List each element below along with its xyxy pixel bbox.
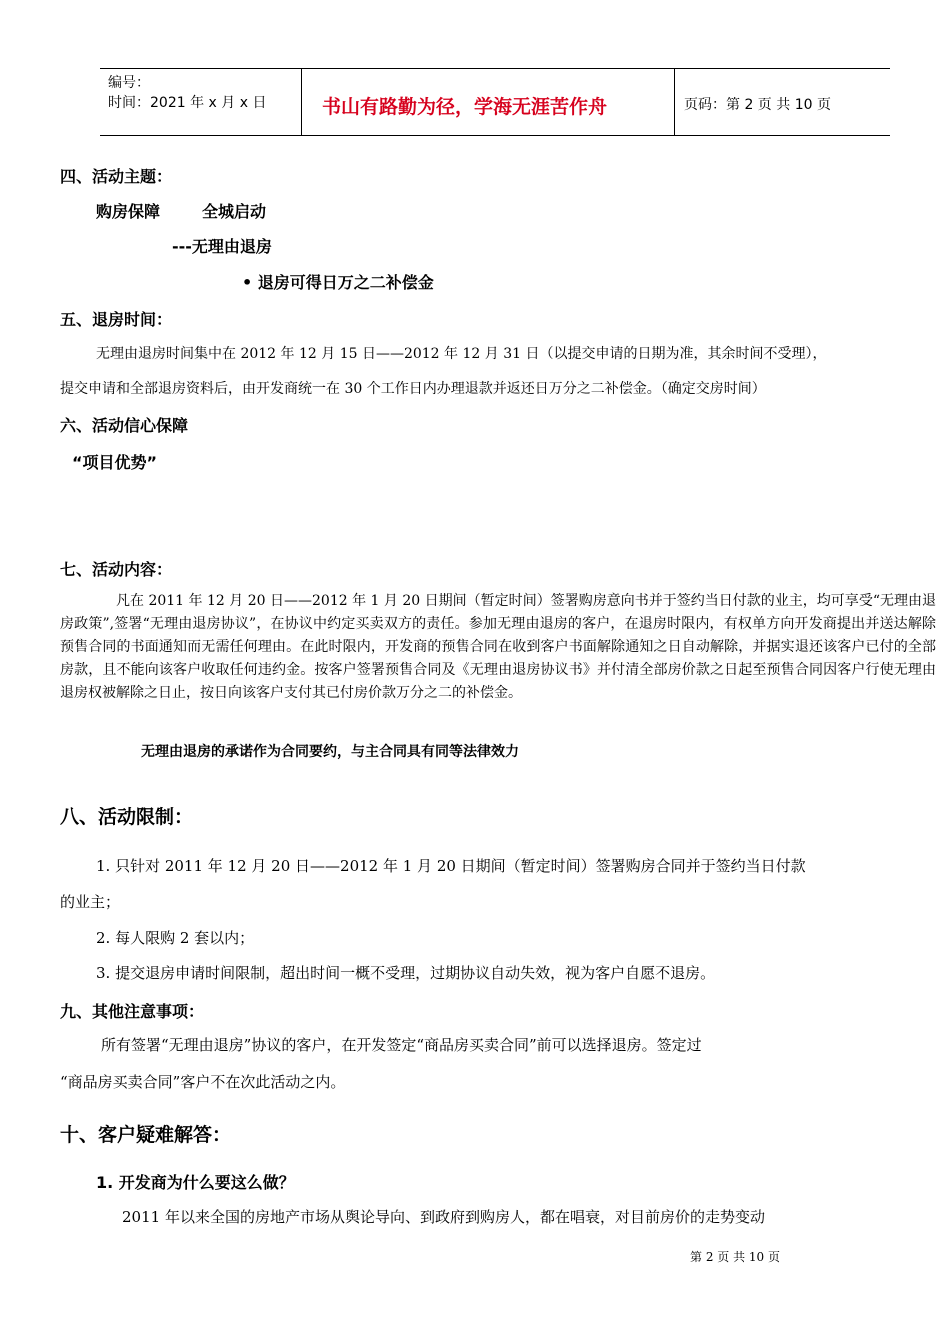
section-4-slogan-line3: • 退房可得日万之二补偿金: [242, 273, 434, 292]
header-top-rule: [100, 68, 890, 69]
section-6-title: 六、活动信心保障: [60, 416, 189, 435]
header-bottom-rule: [100, 135, 890, 136]
section-4-slogan-b: 全城启动: [202, 202, 267, 221]
section-8-item-1b: 的业主；: [60, 893, 121, 911]
section-10-title: 十、客户疑难解答：: [60, 1124, 232, 1146]
header-divider-left: [301, 68, 302, 136]
section-4-title: 四、活动主题：: [60, 167, 173, 186]
section-8-item-1a: 1. 只针对 2011 年 12 月 20 日——2012 年 1 月 20 日期间（暂定时间）签署购房合同并于签约当日付款: [96, 857, 806, 875]
section-8-item-3: 3. 提交退房申请时间限制，超出时间一概不受理，过期协议自动失效，视为客户自愿不退房。: [96, 964, 716, 982]
header-page-code: 页码：第 2 页 共 10 页: [684, 97, 831, 113]
section-10-answer-1: 2011 年以来全国的房地产市场从舆论导向、到政府到购房人，都在唱衰，对目前房价的走势变动: [122, 1208, 765, 1226]
section-7-title: 七、活动内容：: [60, 560, 173, 579]
page-footer: 第 2 页 共 10 页: [690, 1250, 780, 1264]
section-9-title: 九、其他注意事项：: [60, 1002, 205, 1021]
header-divider-right: [674, 68, 675, 136]
section-4-slogan-line2: ---无理由退房: [172, 237, 272, 256]
section-8-title: 八、活动限制：: [60, 806, 194, 828]
section-5-title: 五、退房时间：: [60, 310, 173, 329]
section-8-item-2: 2. 每人限购 2 套以内；: [96, 929, 255, 947]
section-7-bold-note: 无理由退房的承诺作为合同要约，与主合同具有同等法律效力: [141, 744, 519, 760]
section-6-subtitle: “项目优势”: [72, 453, 158, 472]
section-7-paragraph-text: 凡在 2011 年 12 月 20 日——2012 年 1 月 20 日期间（暂定时间）签署购房意向书并于签约当日付款的业主，均可享受“无理由退房政策”,签署“无理由退房协议”，在协议中约定买卖双方的责任。参加无理由退房的客户，在退房时限内，有权单方向开发商提出并送达解除预售合同的书面通知而无需任何理由。在此时限内，开发商的预售合同在收到客户书面解除通知之日自动解除，并据实退还该客户已付的全部房款，且不能向该客户收取任何违约金。按客户签署预售合同及《无理由退房协议书》并付清全部房价款之日起至预售合同因客户行使无理由退房权被解除之日止，按日向该客户支付其已付房价款万分之二的补偿金。: [60, 593, 936, 701]
section-9-line-1: 所有签署“无理由退房”协议的客户，在开发签定“商品房买卖合同”前可以选择退房。签定过: [101, 1036, 702, 1054]
section-10-question-1: 1. 开发商为什么要这么做？: [96, 1173, 295, 1192]
section-7-paragraph: [60, 590, 936, 705]
header-number-label: 编号：: [108, 75, 150, 91]
header-motto: 书山有路勤为径，学海无涯苦作舟: [322, 96, 608, 118]
section-9-line-2: “商品房买卖合同”客户不在次此活动之内。: [60, 1073, 346, 1091]
section-5-paragraph-line2: 提交申请和全部退房资料后，由开发商统一在 30 个工作日内办理退款并返还日万分之二补偿金。（确定交房时间）: [60, 381, 766, 397]
section-5-paragraph-line1: 无理由退房时间集中在 2012 年 12 月 15 日——2012 年 12 月 31 日（以提交申请的日期为准，其余时间不受理），: [96, 346, 827, 362]
section-4-slogan-a: 购房保障: [96, 202, 161, 221]
header-time-label: 时间：2021 年 x 月 x 日: [108, 95, 267, 111]
